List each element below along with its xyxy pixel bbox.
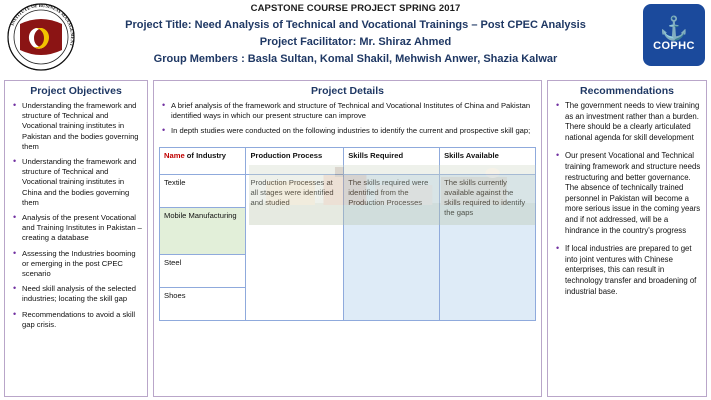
table-header-skills-required: Skills Required <box>344 147 440 174</box>
list-item: • Understanding the framework and structure of Technical and Vocational training institutes in Pakistan and the bodies governing them <box>21 101 142 152</box>
list-item: • Understanding the framework and structure of Technical and Vocational training institutes in China and the bodies governing them <box>21 157 142 208</box>
list-item: • In depth studies were conducted on the following industries to identify the current and prospective skill gap; <box>170 126 536 136</box>
project-title: Project Title: Need Analysis of Technical and Vocational Trainings – Post CPEC Analysis <box>125 19 586 31</box>
table-header-row <box>160 147 536 174</box>
cophc-logo <box>643 4 705 66</box>
objectives-panel <box>4 80 148 397</box>
anchor-icon: ⚓ <box>659 15 689 41</box>
ibm-seal-logo <box>6 2 80 72</box>
table-header-skills-available: Skills Available <box>440 147 536 174</box>
analysis-table <box>159 147 536 321</box>
list-item: • The government needs to view training as an investment rather than a burden. There should be a clearly articulated national agenda for skill development <box>564 101 701 143</box>
cell-production-process: Production Processes at all stages were identified and studied <box>246 174 344 320</box>
cell-industry-steel: Steel <box>160 254 246 287</box>
list-item: • If local industries are prepared to get into joint ventures with Chinese enterprises, this can result in technology transfer and broadening of industrial base. <box>564 244 701 297</box>
list-item: • Analysis of the present Vocational and Training Institutes in Pakistan – creating a database <box>21 213 142 244</box>
cophc-logo-label: COPHC <box>653 40 695 52</box>
header-text-block <box>96 2 615 68</box>
recommendations-list <box>553 101 701 297</box>
details-title: Project Details <box>311 85 384 97</box>
seal-ring-text <box>6 2 76 72</box>
list-item: • Our present Vocational and Technical training framework and structure needs restructuring and better governance. The absence of technically trained personnel in Pakistan will become a more serious issue in the coming years and if not addressed, will be a hindrance in the country's progress <box>564 151 701 236</box>
list-item: • Recommendations to avoid a skill gap crisis. <box>21 310 142 330</box>
cell-industry-mobile: Mobile Manufacturing <box>160 207 246 254</box>
cell-skills-available: The skills currently available against the skills required to identify the gaps <box>440 174 536 320</box>
recommendations-panel <box>547 80 707 397</box>
objectives-title: Project Objectives <box>30 85 122 97</box>
list-item: • A brief analysis of the framework and structure of Technical and Vocational Institutes of China and Pakistan identified ways in which our present structure can improve <box>170 101 536 121</box>
poster-header <box>0 0 711 76</box>
svg-text:INSTITUTE OF BUSINESS MANAGEME: INSTITUTE OF BUSINESS MANAGEMENT <box>9 2 76 47</box>
list-item: • Need skill analysis of the selected industries; locating the skill gap <box>21 284 142 304</box>
group-members: Group Members : Basla Sultan, Komal Shakil, Mehwish Anwer, Shazia Kalwar <box>153 53 558 65</box>
project-facilitator: Project Facilitator: Mr. Shiraz Ahmed <box>259 36 452 48</box>
poster-columns <box>4 80 707 397</box>
list-item: • Assessing the Industries booming or emerging in the post CPEC scenario <box>21 249 142 280</box>
cell-industry-textile: Textile <box>160 174 246 207</box>
objectives-list <box>10 101 142 330</box>
details-panel <box>153 80 542 397</box>
details-list <box>159 101 536 137</box>
table-row <box>160 174 536 207</box>
recommendations-title: Recommendations <box>580 85 674 97</box>
analysis-table-wrap <box>159 147 536 321</box>
table-header-production: Production Process <box>246 147 344 174</box>
table-header-industry: Name of Industry <box>160 147 246 174</box>
cell-industry-shoes: Shoes <box>160 287 246 320</box>
cell-skills-required: The skills required were identified from the Production Processes <box>344 174 440 320</box>
course-title: CAPSTONE COURSE PROJECT SPRING 2017 <box>250 3 461 14</box>
